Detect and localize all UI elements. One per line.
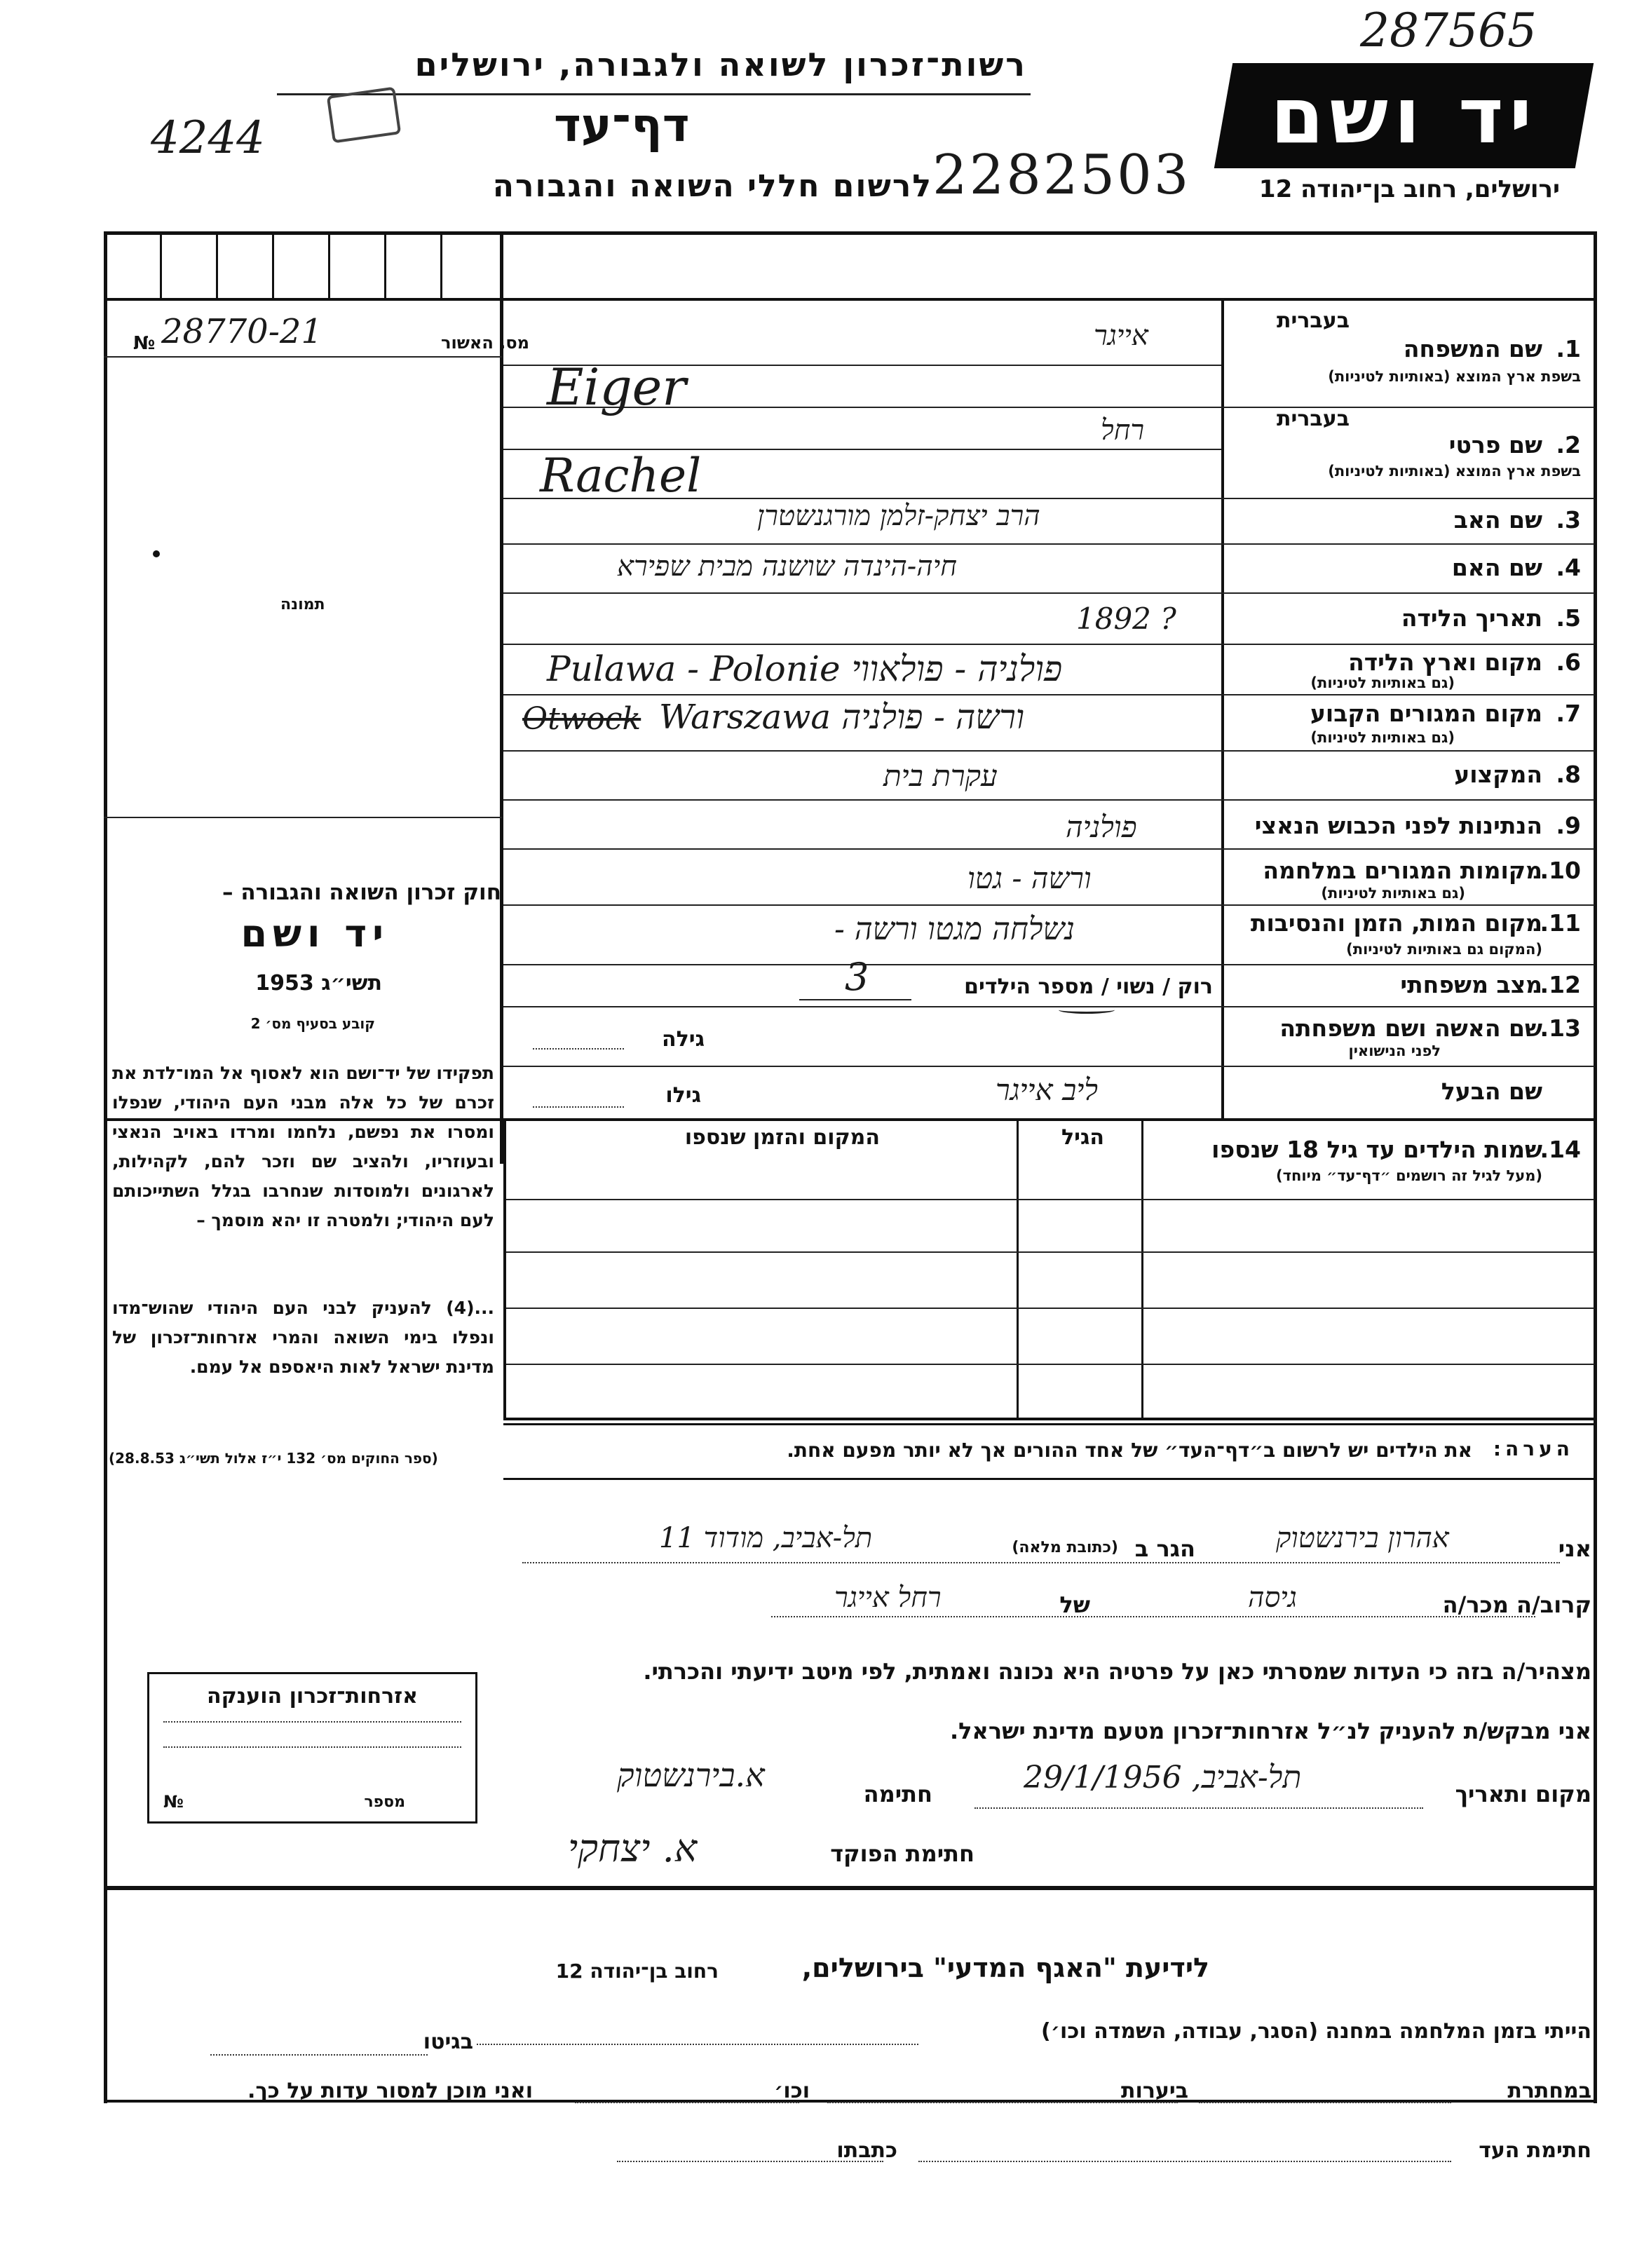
field-10-number: 10. (1540, 857, 1581, 884)
field-1-prefix: בעברית (1277, 308, 1350, 333)
field-11-value: נשלחה מגטו ורשה - (834, 911, 1075, 947)
children-row-2 (503, 1308, 1594, 1309)
field-7-number: 7. (1556, 700, 1581, 727)
field-6-note: (גם באותיות לטיניות) (1310, 674, 1455, 691)
row-line-9 (503, 848, 1594, 850)
memorial-box (147, 1672, 477, 1824)
declaration-resident-label: הגר ב (1134, 1535, 1195, 1562)
footer-line1-end: בגיטו (423, 2030, 473, 2054)
strip-tick-6 (440, 231, 442, 298)
declaration-name: אהרון בירנשטוק (1276, 1522, 1449, 1554)
law-name: יד ושם (240, 911, 389, 956)
field-11-note: (המקום גם באותיות לטיניות) (1346, 941, 1542, 958)
field-11-label: מקום המות, הזמן והנסיבות (1250, 909, 1542, 937)
field-12-label: מצב משפחתי (1400, 971, 1542, 998)
memorial-box-title: אזרחות־זכרון הוענקה (206, 1684, 419, 1709)
children-col-divider-1 (1141, 1118, 1143, 1420)
husband-label: שם הבעל (1441, 1078, 1542, 1105)
field-12-count-underline (799, 999, 911, 1000)
law-title: חוק זכרון השואה והגבורה – (222, 880, 501, 905)
footer-line1: הייתי בזמן המלחמה במחנה (הסגר, עבודה, השמדה וכו׳) (1041, 2019, 1591, 2044)
field-2-prefix: בעברית (1277, 407, 1350, 431)
photo-box-bottom (104, 817, 502, 818)
header-address: ירושלים, רחוב בן־יהודה 12 (1258, 175, 1560, 203)
row-line-3 (503, 543, 1594, 545)
declaration-signature-label: חתימה (863, 1781, 932, 1807)
org-title: רשות־זכרון לשואה ולגבורה, ירושלים (414, 46, 1027, 83)
footer-line2-blank-3 (575, 2102, 799, 2103)
declaration-official-signature: א. יצחקי (568, 1826, 698, 1870)
field-7-value: Warszawa ורשה - פולניה (659, 698, 1025, 737)
children-col-divider-2 (1017, 1118, 1019, 1420)
form-title: דף־עד (554, 98, 690, 152)
row-line-7 (503, 750, 1594, 752)
declaration-i: אני (1558, 1535, 1591, 1562)
field-3-number: 3. (1556, 506, 1581, 534)
footer-line3-blank-2 (617, 2161, 883, 2162)
field-6-label: מקום וארץ הלידה (1348, 649, 1542, 676)
row-line-10 (503, 904, 1594, 906)
declaration-address-hint: (כתובת מלאה) (1012, 1539, 1118, 1556)
footer-line3-blank-1 (918, 2161, 1451, 2162)
declaration-place-date-label: מקום ותאריך (1455, 1781, 1591, 1807)
children-table-bottom (503, 1418, 1597, 1420)
footer-separator (104, 1886, 1597, 1890)
husband-age-label: גילו (665, 1083, 701, 1108)
row-line-11 (503, 964, 1594, 965)
declaration-of-value: רחל אייגר (834, 1582, 942, 1614)
children-table-left (503, 1118, 506, 1420)
field-1-label: שם המשפחה (1403, 335, 1542, 362)
field-9-number: 9. (1556, 812, 1581, 839)
footer-line1-blank (477, 2044, 918, 2045)
declaration-official-label: חתימת הפוקד (830, 1840, 974, 1867)
declaration-address: תל-אביב, מודוד 11 (659, 1522, 873, 1554)
field-7-value-struck: Otwock (522, 701, 641, 737)
field-12-children-count: 3 (845, 955, 869, 999)
handwritten-ref-top: 287565 (1360, 4, 1537, 57)
declaration-relation: גיסה (1248, 1582, 1297, 1614)
declaration-name-line (522, 1562, 1560, 1563)
field-2-note: בשפת ארץ המוצא (באותיות לטיניות) (1328, 463, 1581, 480)
declaration-place-date: תל-אביב, 29/1/1956 (1024, 1760, 1302, 1795)
children-number: 14. (1540, 1136, 1581, 1163)
field-5-number: 5. (1556, 604, 1581, 632)
footer-line3-mid: כתבתו (836, 2138, 897, 2163)
form-subtitle: לרשום חללי השואה והגבורה (492, 168, 932, 204)
field-5-label: תאריך הלידה (1401, 604, 1542, 632)
law-paragraph-2: ...(4) להעניק לבני העם היהודי שהוש־מדו ונפלו בימי השואה והמרי אזרחות־זכרון של מדינת ישראל לאות היאספם אל עמם. (112, 1298, 494, 1377)
approval-number: 28770-21 (161, 312, 322, 351)
field-13-number: 13. (1540, 1014, 1581, 1042)
strip-tick-2 (216, 231, 218, 298)
children-row-1 (503, 1251, 1594, 1253)
declaration-signature: א.בירנשטוק (617, 1756, 765, 1794)
row-line-13 (503, 1066, 1594, 1067)
field-2-number: 2. (1556, 431, 1581, 459)
field-13-age-line (533, 1048, 624, 1050)
field-3-value: הרב יצחק-זלמן מורגנשטרן (757, 500, 1040, 532)
field-7-note: (גם באותיות לטיניות) (1310, 729, 1455, 746)
children-label: שמות הילדים עד גיל 18 שנספו (1211, 1136, 1542, 1163)
note-top-border (503, 1423, 1597, 1425)
note-label: הערה: (1493, 1437, 1574, 1460)
field-6-value: Pulawa - Polonie פולניה - פולאווי (547, 649, 1063, 689)
husband-age-line (533, 1106, 624, 1108)
declaration-relative-label: קרוב/ה מכר/ה (1442, 1591, 1591, 1618)
field-13-note: לפני הנישואין (1348, 1043, 1441, 1059)
field-10-note: (גם באותיות לטיניות) (1321, 885, 1465, 902)
strip-tick-3 (272, 231, 274, 298)
law-clause: קובע בסעיף מס׳ 2 (250, 1015, 375, 1032)
field-9-label: הנתינות לפני הכבוש הנאצי (1254, 812, 1542, 839)
strip-tick-1 (160, 231, 162, 298)
field-4-number: 4. (1556, 554, 1581, 581)
field-10-value: ורשה - גטו (967, 861, 1092, 895)
stamp-mark (327, 87, 402, 144)
children-col-place-time: המקום והזמן שנספו (684, 1125, 880, 1150)
field-3-label: שם האב (1453, 506, 1542, 534)
row-line-5 (503, 644, 1594, 645)
frame-left (104, 231, 107, 2103)
footer-line2-blank-1 (1199, 2102, 1451, 2103)
left-col-divider (500, 231, 503, 1164)
field-7-label: מקום המגורים הקבוע (1310, 700, 1542, 727)
field-5-value: ? 1892 (1076, 602, 1176, 636)
children-note: (מעל לגיל זה רושמים ״דף־עד״ מיוחד) (1276, 1167, 1542, 1184)
field-2-label: שם פרטי (1448, 431, 1542, 459)
memorial-box-no-mark: № (163, 1792, 184, 1812)
strip-bottom (104, 298, 1597, 301)
field-10-label: מקומות המגורים במלחמה (1263, 857, 1542, 884)
field-1-value-latin: Eiger (547, 358, 686, 416)
page-number: 2282503 (932, 144, 1191, 207)
field-12-options: רוק / נשוי / מספר הילדים (964, 975, 1213, 999)
footer-line2-start: במחתרת (1507, 2079, 1591, 2103)
memorial-box-number-label: מספר (364, 1793, 405, 1811)
field-13-age-label: גילה (662, 1027, 705, 1052)
field-12-number: 12. (1540, 971, 1581, 998)
field-2-value-latin: Rachel (540, 449, 702, 503)
row-line-12 (503, 1006, 1594, 1007)
strip-tick-4 (328, 231, 330, 298)
footer-line2-end: ואני מוכן למסור עדות על כך. (247, 2079, 533, 2103)
children-col-age: הגיל (1061, 1125, 1104, 1150)
declaration-of-label: של (1059, 1591, 1090, 1618)
children-row-0 (503, 1199, 1594, 1200)
field-8-label: המקצוע (1454, 761, 1542, 788)
approval-line (104, 356, 502, 358)
photo-dot (153, 550, 160, 557)
approval-no-mark: № (133, 333, 156, 354)
field-4-label: שם האם (1451, 554, 1542, 581)
row-line-8 (503, 799, 1594, 801)
field-1-note: בשפת ארץ המוצא (באותיות לטיניות) (1328, 368, 1581, 385)
field-13-label: שם האשה ושם משפחתה (1279, 1014, 1542, 1042)
field-8-number: 8. (1556, 761, 1581, 788)
field-6-number: 6. (1556, 649, 1581, 676)
approval-label: מס. האשור (441, 333, 529, 353)
footer-title: לידיעת "האגף המדעי" בירושלים, (801, 1953, 1209, 1983)
footer-address: רחוב בן־יהודה 12 (555, 1960, 719, 1983)
handwritten-ref-left: 4244 (151, 112, 265, 164)
footer-line2-blank-2 (827, 2102, 1178, 2103)
field-12-married-underline (1059, 1006, 1115, 1014)
field-4-value: חיה-הינדה שושנה מבית שפירא (617, 550, 957, 583)
field-11-number: 11. (1540, 909, 1581, 937)
note-bottom-border (503, 1478, 1597, 1480)
yad-vashem-logo (1214, 63, 1594, 168)
field-8-value: עקרת בית (883, 759, 998, 793)
law-paragraph-1: תפקידו של יד־ושם הוא לאסוף אל המו־לדת את זכרם של כל אלה מבני העם היהודי, שנפלו ומסרו את נפשם, נלחמו ומרדו באויב הנאצי ובעוזריו, ולהציב שם וזכר להם, לקהילות, לארגונים ולמוסדות שנחרבו בגלל השתייכותם לעם היהודי; ולמטרה זו יהא מוסמך – (112, 1063, 494, 1230)
field-2-value-hebrew: רחל (1101, 414, 1145, 447)
row-line-4 (503, 592, 1594, 594)
field-9-value: פולניה (1066, 810, 1137, 844)
declaration-place-date-line (974, 1807, 1423, 1809)
law-source: (ספר החוקים מס׳ 132 י״ז אלול תשי״ג 28.8.53) (109, 1450, 438, 1467)
field-1-number: 1. (1556, 335, 1581, 362)
footer-line3-start: חתימת העד (1479, 2138, 1591, 2163)
law-year: תשי״ג 1953 (255, 971, 382, 996)
declaration-request: אני מבקש/ת להעניק לנ״ל אזרחות־זכרון מטעם מדינת ישראל. (950, 1718, 1591, 1744)
children-row-3 (503, 1364, 1594, 1365)
declaration-statement: מצהיר/ה בזה כי העדות שמסרתי כאן על פרטיה היא נכונה ואמתית, לפי מיטב ידיעתי והכרתי. (643, 1658, 1591, 1685)
frame-right (1594, 231, 1597, 2103)
strip-tick-5 (384, 231, 386, 298)
row-line-husband (104, 1118, 1597, 1121)
logo-text: יד ושם (1270, 71, 1538, 161)
note-text: את הילדים יש לרשום ב״דף־העד״ של אחד ההורים אך לא יותר מפעם אחת. (787, 1439, 1472, 1462)
husband-value: ליב אייגר (996, 1073, 1098, 1107)
declaration-relative-line (771, 1616, 1535, 1617)
footer-line2-mid2: וכו׳ (774, 2079, 810, 2103)
label-col-divider (1221, 298, 1224, 1118)
footer-line1-end-blank (210, 2054, 428, 2056)
row-line-6 (503, 694, 1594, 695)
footer-line2-mid1: ביערות (1121, 2079, 1188, 2103)
field-1-value-hebrew: אייגר (1094, 320, 1148, 352)
photo-label: תמונה (280, 596, 325, 613)
